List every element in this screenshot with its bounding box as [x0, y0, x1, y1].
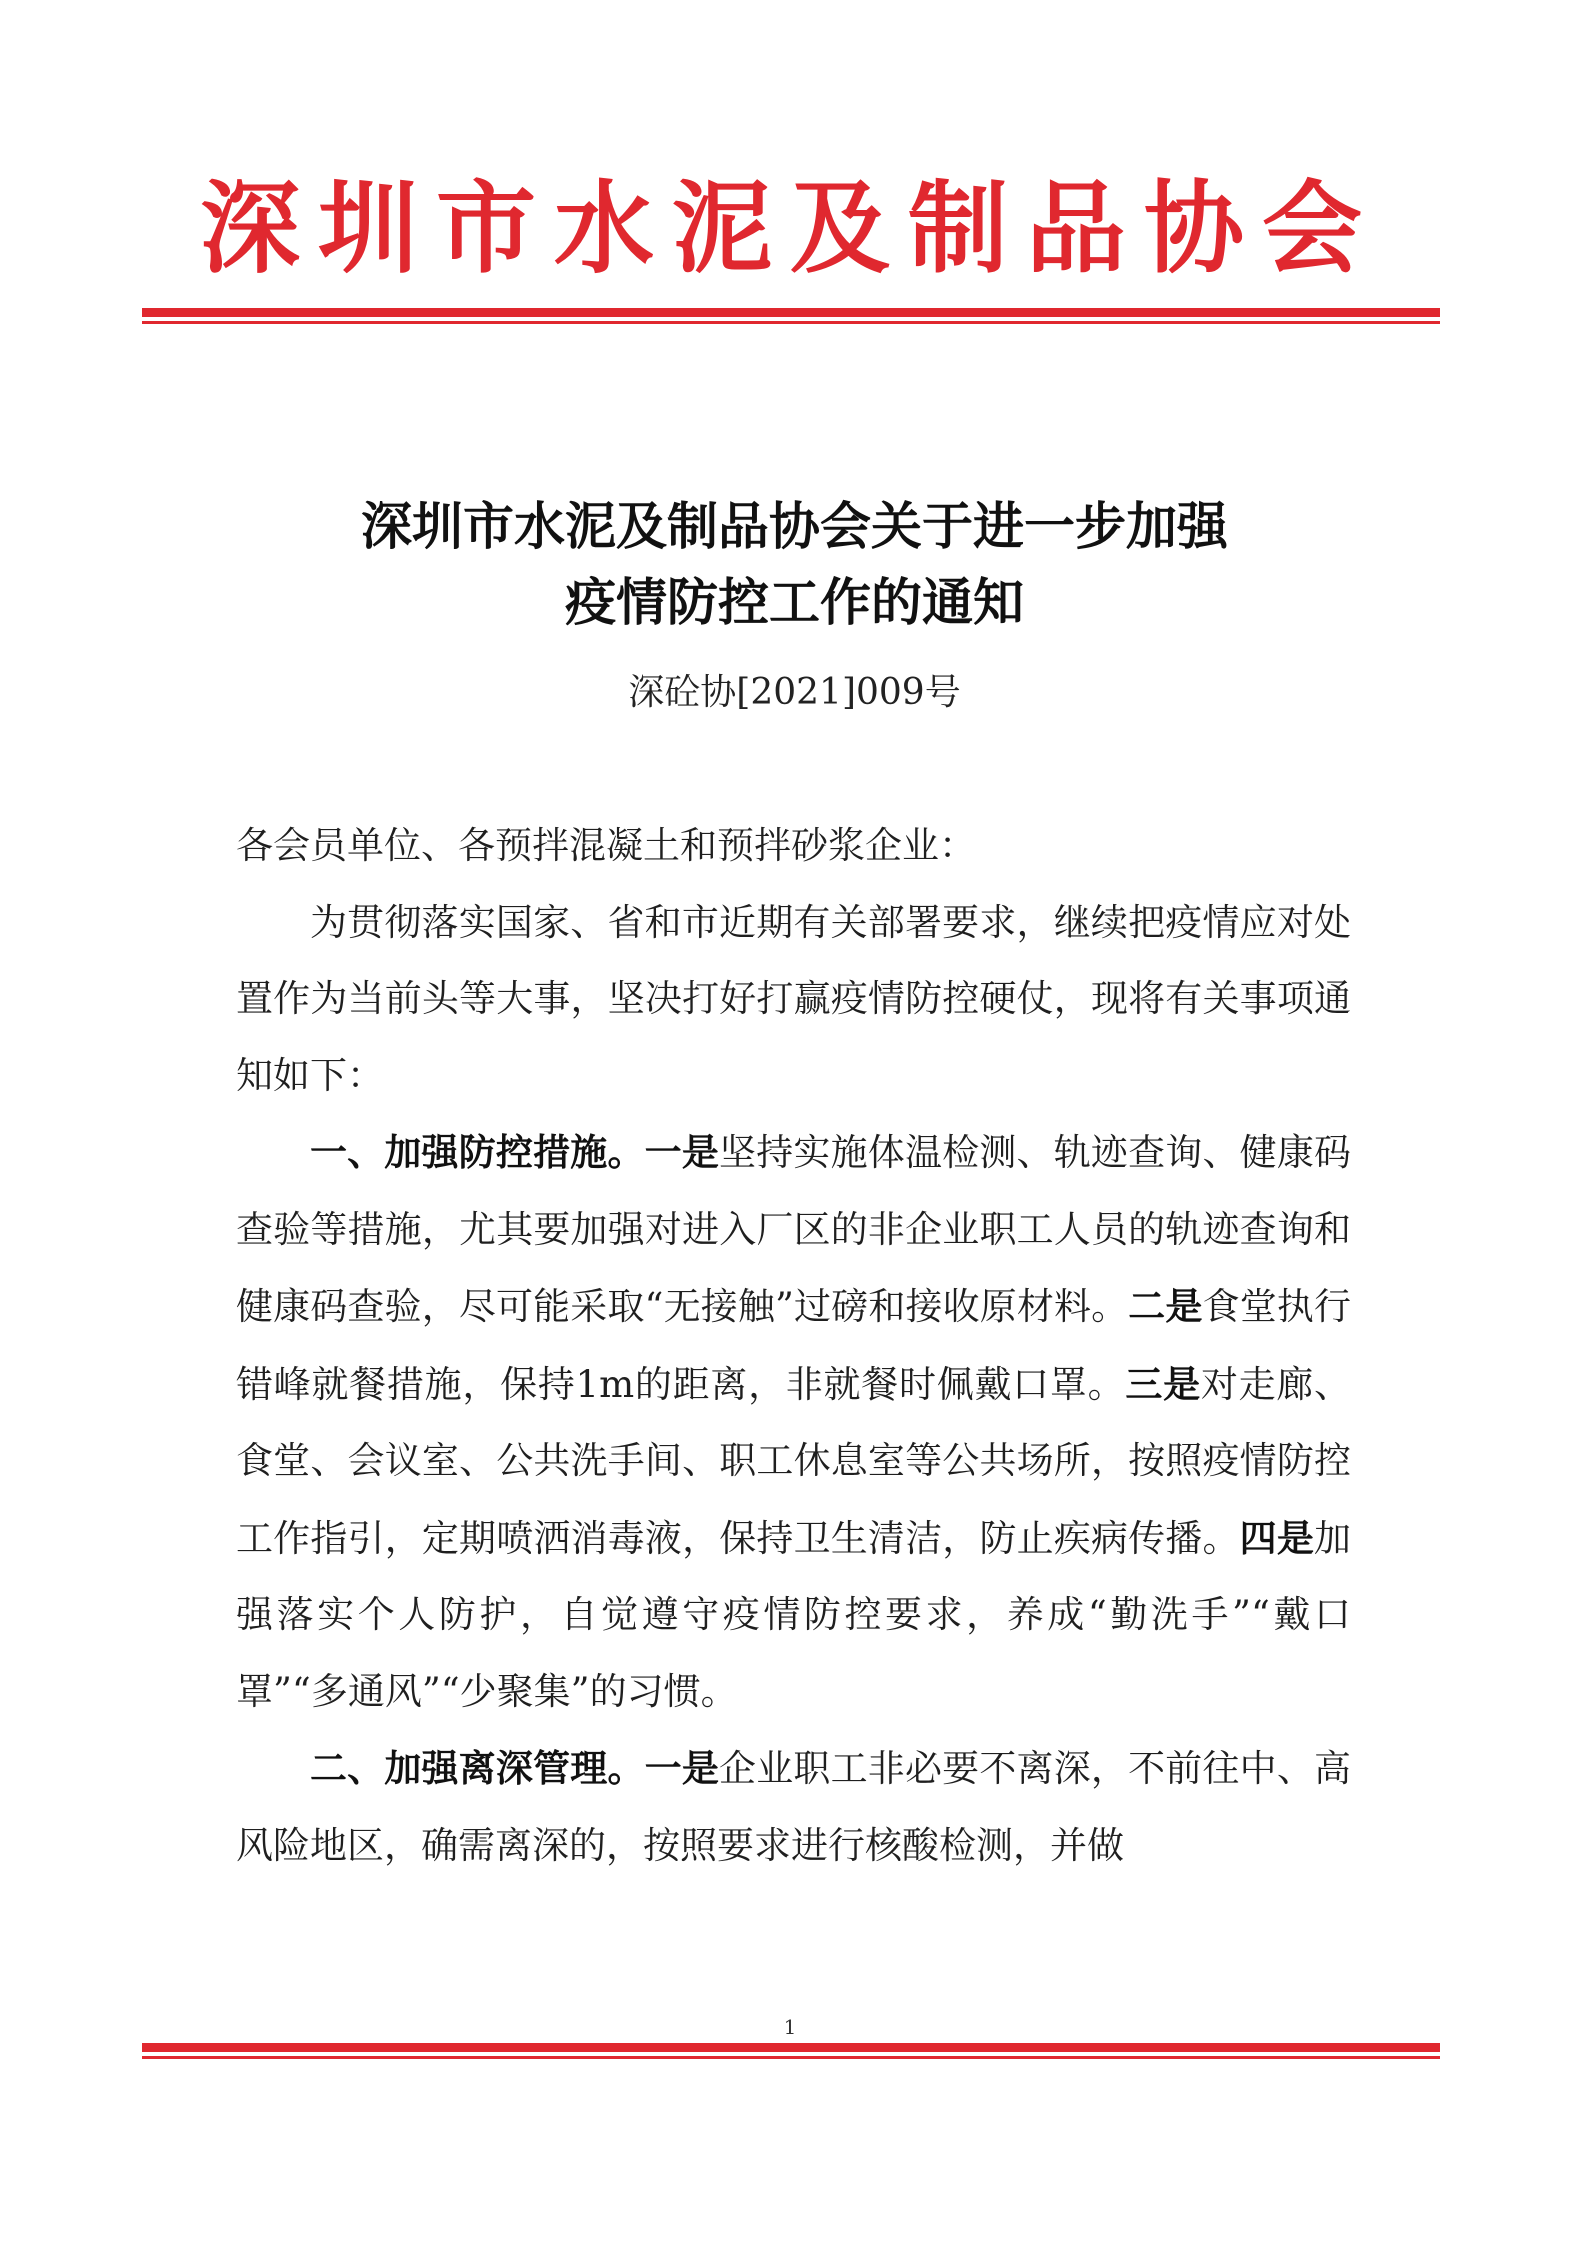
- section-1-text-3: 对走廊、食堂、会议室、公共洗手间、职工休息室等公共场所，按照疫情防控工作指引，定期喷洒消毒液，保持卫生清洁，防止疾病传播。: [236, 1362, 1352, 1560]
- footer-red-rule: [142, 2043, 1440, 2059]
- section-1-marker-1: 一是: [644, 1130, 720, 1174]
- section-1-marker-4: 四是: [1239, 1515, 1315, 1560]
- salutation: 各会员单位、各预拌混凝土和预拌砂浆企业：: [236, 824, 976, 867]
- section-1-marker-2: 二是: [1128, 1284, 1203, 1328]
- section-2-paragraph: [236, 1730, 1351, 1884]
- section-1-paragraph: [236, 1114, 1351, 1730]
- section-1-text-2: 食堂执行错峰就餐措施，保持1m的距离，非就餐时佩戴口罩。: [236, 1285, 1351, 1406]
- section-1-text-4: 加强落实个人防护，自觉遵守疫情防控要求，养成“勤洗手”“戴口罩”“多通风”“少聚集”的习惯。: [236, 1516, 1352, 1713]
- intro-paragraph: 为贯彻落实国家、省和市近期有关部署要求，继续把疫情应对处置作为当前头等大事，坚决打好打赢疫情防控硬仗，现将有关事项通知如下：: [236, 900, 1351, 1097]
- section-1-heading: 一、加强防控措施。: [310, 1130, 645, 1174]
- document-title-line-2: 疫情防控工作的通知: [564, 574, 1024, 633]
- page-number: 1: [783, 2015, 797, 2039]
- section-2-text-1: 企业职工非必要不离深，不前往中、高风险地区，确需离深的，按照要求进行核酸检测，并做: [236, 1747, 1352, 1867]
- section-1-marker-3: 三是: [1125, 1361, 1201, 1406]
- letterhead-red-rule: [142, 308, 1440, 324]
- section-2-heading: 二、加强离深管理。: [310, 1746, 645, 1790]
- section-2-marker-1: 一是: [644, 1746, 720, 1790]
- section-1-text-1: 坚持实施体温检测、轨迹查询、健康码查验等措施，尤其要加强对进入厂区的非企业职工人员的轨迹查询和健康码查验，尽可能采取“无接触”过磅和接收原材料。: [236, 1131, 1352, 1328]
- document-title: [200, 490, 1389, 642]
- document-number: 深砼协[2021]009号: [628, 672, 961, 713]
- document-title-line-1: 深圳市水泥及制品协会关于进一步加强: [360, 498, 1228, 557]
- document-body: [236, 808, 1351, 1884]
- letterhead-organization: 深圳市水泥及制品协会: [200, 169, 1380, 287]
